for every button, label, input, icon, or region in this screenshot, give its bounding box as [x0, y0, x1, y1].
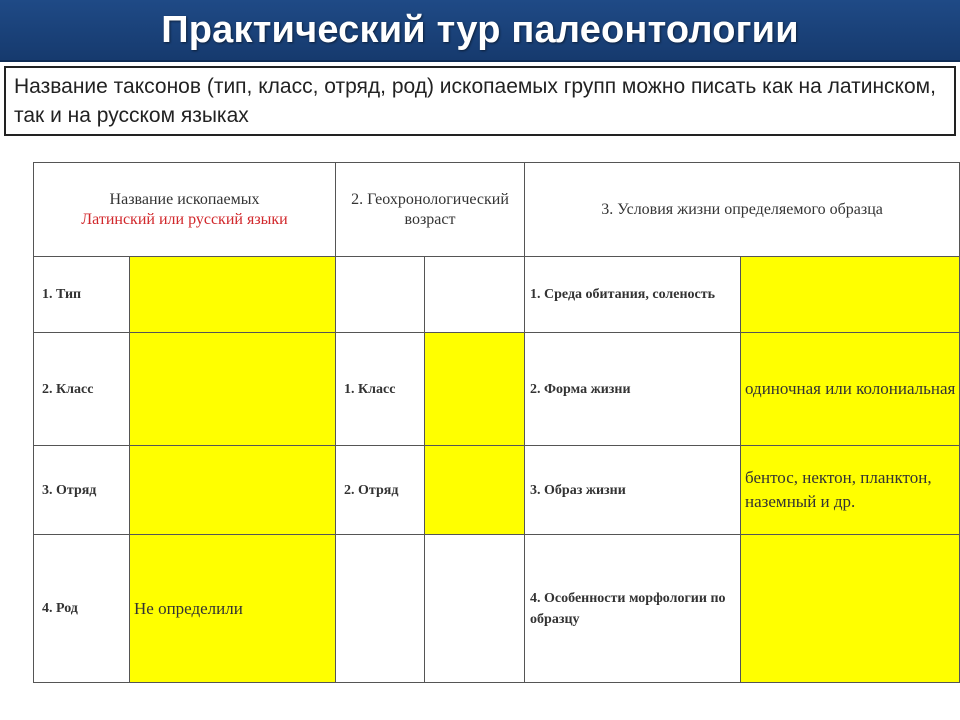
header-taxa-name — [34, 163, 336, 257]
answer-cell-class[interactable] — [130, 333, 336, 446]
header-age: 2. Геохронологический возраст — [336, 163, 525, 257]
taxon-label-order: 3. Отряд — [34, 446, 130, 535]
page-title: Практический тур палеонтологии — [161, 8, 799, 51]
age-answer-order[interactable] — [425, 446, 525, 535]
answer-cell-order[interactable] — [130, 446, 336, 535]
condition-answer-lifeform[interactable]: одиночная или колониальная — [741, 333, 960, 446]
condition-label-habitat: 1. Среда обитания, соленость — [525, 257, 741, 333]
table-row — [34, 257, 960, 333]
age-label-order: 2. Отряд — [336, 446, 425, 535]
taxon-label-genus: 4. Род — [34, 535, 130, 683]
answer-table — [33, 162, 960, 683]
header-taxa-line1: Название ископаемых — [109, 190, 260, 208]
age-answer-cell[interactable] — [425, 535, 525, 683]
age-answer-cell[interactable] — [425, 257, 525, 333]
answer-cell-type[interactable] — [130, 257, 336, 333]
taxon-label-type: 1. Тип — [34, 257, 130, 333]
title-bar — [0, 0, 960, 62]
answer-cell-genus[interactable]: Не определили — [130, 535, 336, 683]
condition-label-lifeform: 2. Форма жизни — [525, 333, 741, 446]
taxon-label-class: 2. Класс — [34, 333, 130, 446]
condition-label-lifestyle: 3. Образ жизни — [525, 446, 741, 535]
table-row — [34, 333, 960, 446]
age-label-class: 1. Класс — [336, 333, 425, 446]
condition-answer-morphology[interactable] — [741, 535, 960, 683]
note-box: Название таксонов (тип, класс, отряд, род) ископаемых групп можно писать как на латинском, так и на русском языках — [4, 66, 956, 136]
age-answer-class[interactable] — [425, 333, 525, 446]
age-cell[interactable] — [336, 535, 425, 683]
header-conditions: 3. Условия жизни определяемого образца — [525, 163, 960, 257]
header-taxa-line2: Латинский или русский языки — [81, 210, 288, 228]
table-row — [34, 446, 960, 535]
age-cell[interactable] — [336, 257, 425, 333]
condition-answer-lifestyle[interactable]: бентос, нектон, планктон, наземный и др. — [741, 446, 960, 535]
table-header-row — [34, 163, 960, 257]
table-row — [34, 535, 960, 683]
condition-answer-habitat[interactable] — [741, 257, 960, 333]
condition-label-morphology: 4. Особенности морфологии по образцу — [525, 535, 741, 683]
